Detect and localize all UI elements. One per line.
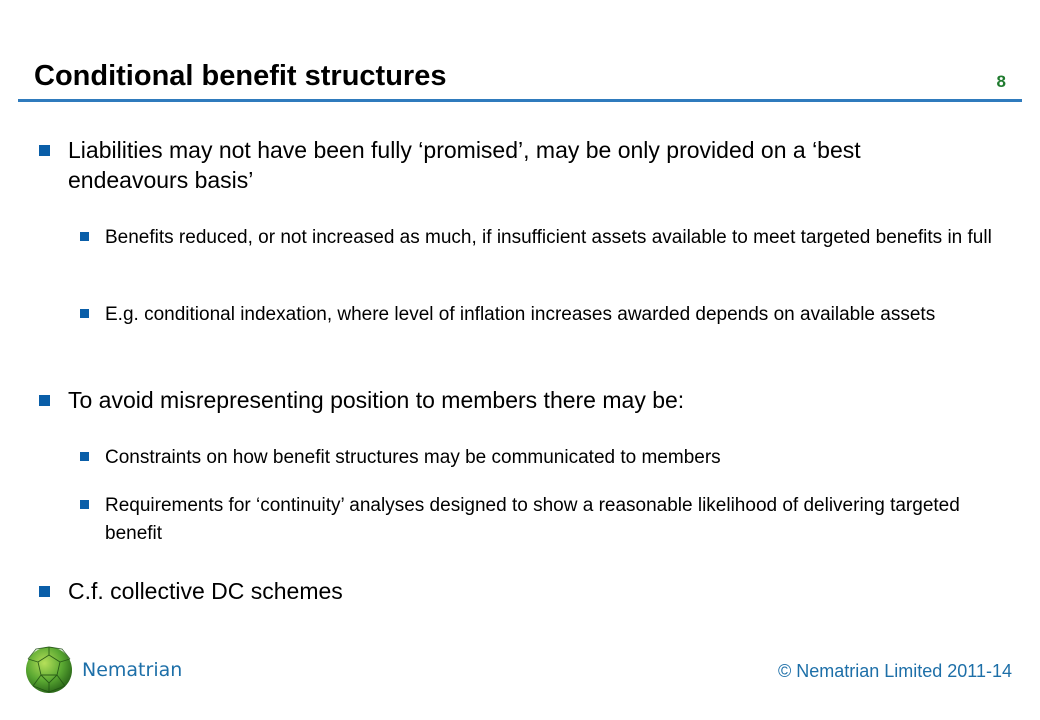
bullet-3 [39, 576, 948, 606]
bullet-marker [39, 586, 50, 597]
bullet-marker [80, 232, 89, 241]
bullet-text: Liabilities may not have been fully ‘promised’, may be only provided on a ‘best endeavours basis’ [68, 137, 861, 193]
bullet-marker [39, 145, 50, 156]
bullet-text: To avoid misrepresenting position to members there may be: [68, 387, 685, 413]
sub-bullet-1 [80, 224, 1005, 252]
bullet-text: C.f. collective DC schemes [68, 578, 343, 604]
bullet-text: Constraints on how benefit structures may be communicated to members [105, 447, 721, 468]
bullet-marker [80, 500, 89, 509]
title-divider [18, 99, 1022, 102]
brand-name: Nematrian [82, 659, 183, 681]
bullet-text: Requirements for ‘continuity’ analyses designed to show a reasonable likelihood of delivering targeted benefit [105, 495, 960, 544]
sub-bullet-4 [80, 492, 1005, 548]
bullet-marker [39, 395, 50, 406]
sub-bullet-2 [80, 301, 1005, 329]
page-number: 8 [996, 72, 1006, 91]
slide-title: Conditional benefit structures [34, 60, 447, 92]
green-geodesic-sphere-icon [24, 645, 74, 695]
bullet-text: E.g. conditional indexation, where level of inflation increases awarded depends on available assets [105, 304, 936, 325]
sub-bullet-3 [80, 444, 1005, 472]
bullet-marker [80, 452, 89, 461]
bullet-marker [80, 309, 89, 318]
bullet-2 [39, 385, 948, 415]
bullet-text: Benefits reduced, or not increased as much, if insufficient assets available to meet targeted benefits in full [105, 227, 992, 248]
copyright-notice: © Nematrian Limited 2011-14 [777, 661, 1012, 681]
bullet-1 [39, 135, 948, 195]
